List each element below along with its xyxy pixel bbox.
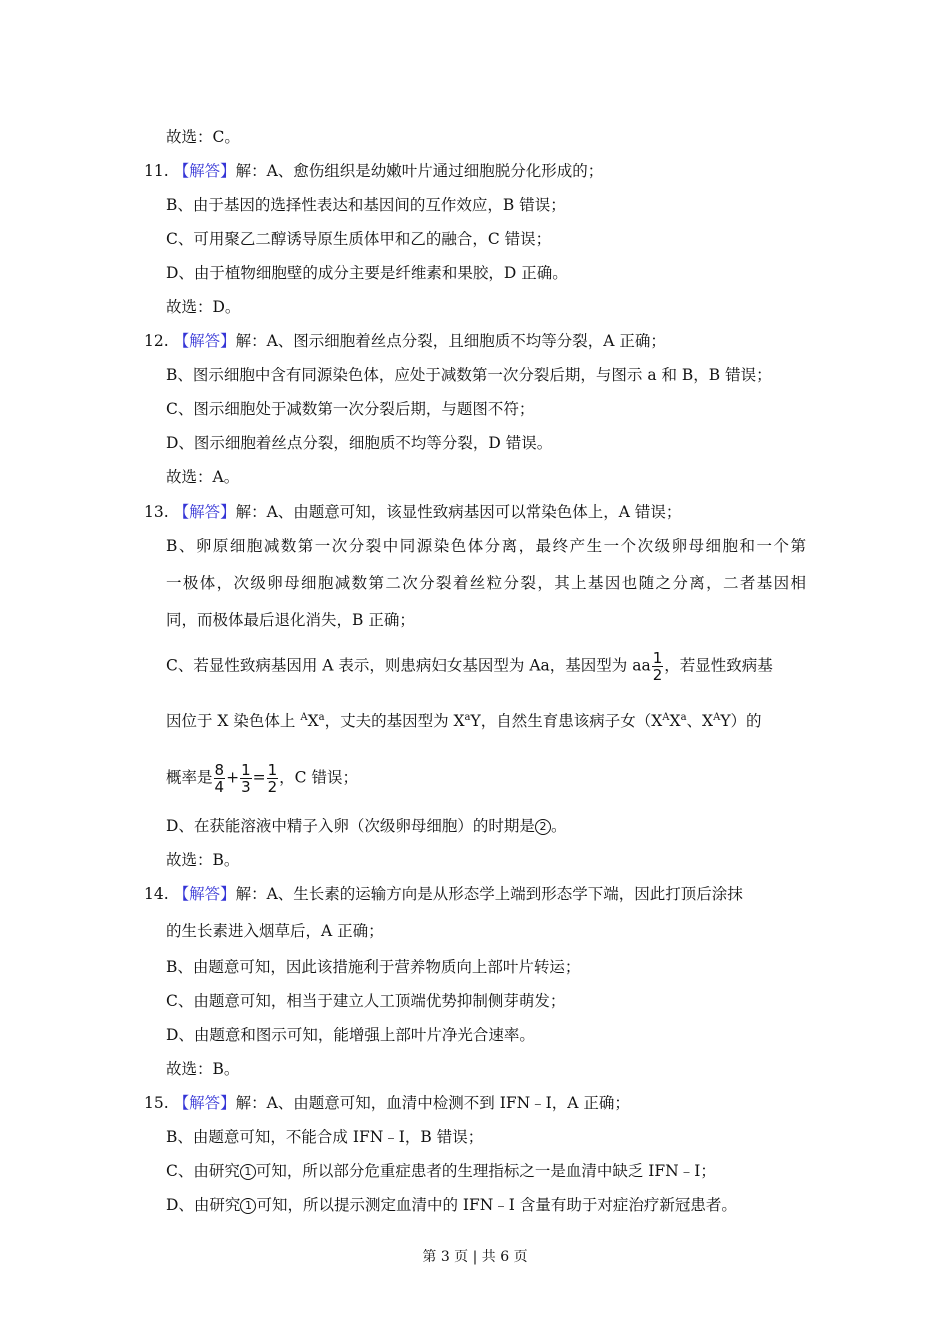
q14-answer-tag: 【解答】 [173, 885, 236, 903]
q14-number: 14. [144, 885, 169, 903]
q11-option-b: B、由于基因的选择性表达和基因间的互作效应，B 错误； [166, 196, 566, 214]
fraction-denominator: 3 [241, 778, 251, 796]
q15-option-b: B、由题意可知，不能合成 IFN﹣Ⅰ，B 错误； [166, 1128, 484, 1146]
q11-answer-tag: 【解答】 [173, 162, 236, 180]
q12-option-d: D、图示细胞着丝点分裂，细胞质不均等分裂，D 错误。 [166, 434, 553, 452]
fraction-numerator: 1 [267, 761, 278, 779]
page-footer: 第 3 页 | 共 6 页 [422, 1249, 528, 1265]
q12-option-c: C、图示细胞处于减数第一次分裂后期，与题图不符； [166, 400, 535, 418]
q13-number: 13. [144, 503, 169, 521]
q13-option-a: 解：A、由题意可知，该显性致病基因可以常染色体上，A 错误； [235, 503, 682, 521]
q13-option-c-line3 [166, 762, 358, 795]
q13-option-b-line1: B、卵原细胞减数第一次分裂中同源染色体分离，最终产生一个次级卵母细胞和一个第 [166, 537, 806, 555]
superscript: A [713, 712, 721, 723]
q12-number: 12. [144, 332, 169, 350]
q13-option-c-line2 [166, 707, 762, 732]
text: 可知，所以部分危重症患者的生理指标之一是血清中缺乏 IFN﹣Ⅰ； [255, 1162, 716, 1180]
q14-option-a-line2: 的生长素进入烟草后，A 正确； [166, 922, 384, 940]
equals-sign: = [252, 768, 266, 787]
text: X [669, 712, 681, 730]
q15-answer-line [144, 1092, 630, 1114]
q11-option-d: D、由于植物细胞壁的成分主要是纤维素和果胶，D 正确。 [166, 264, 568, 282]
q11-conclusion: 故选：D。 [166, 298, 241, 316]
q15-number: 15. [144, 1094, 169, 1112]
superscript: a [464, 712, 471, 723]
q15-option-c [166, 1160, 716, 1182]
q12-conclusion: 故选：A。 [166, 468, 240, 486]
fraction [214, 762, 226, 795]
text: Y）的 [720, 712, 762, 730]
text: ，C 错误； [279, 768, 358, 787]
q14-answer-line [144, 883, 743, 905]
fraction-numerator: 1 [241, 761, 251, 779]
text: X [307, 712, 319, 730]
circled-number: 1 [240, 1198, 256, 1214]
text: 概率是 [166, 768, 213, 787]
q13-option-d [166, 815, 566, 837]
fraction-denominator: 2 [267, 778, 278, 796]
q12-option-a: 解：A、图示细胞着丝点分裂，且细胞质不均等分裂，A 正确； [235, 332, 666, 350]
q11-answer-line [144, 160, 603, 182]
circled-number: 2 [535, 819, 551, 835]
q13-conclusion: 故选：B。 [166, 851, 240, 869]
q13-c1-text-end: ，若显性致病基 [664, 656, 773, 675]
text: C、由研究 [166, 1162, 240, 1180]
text: ，丈夫的基因型为 X [324, 712, 465, 730]
q12-option-b: B、图示细胞中含有同源染色体，应处于减数第一次分裂后期，与图示 a 和 B，B 错误； [166, 366, 772, 384]
superscript: A [662, 712, 670, 723]
q11-number: 11. [144, 162, 169, 180]
q13-option-c-line1 [166, 650, 773, 683]
q14-option-a-line1: 解：A、生长素的运输方向是从形态学上端到形态学下端，因此打顶后涂抹 [235, 885, 743, 903]
fraction [267, 762, 279, 795]
superscript: a [680, 712, 687, 723]
fraction-numerator: 1 [652, 649, 663, 667]
q13-c1-text: C、若显性致病基因用 A 表示，则患病妇女基因型为 Aa，基因型为 aa [166, 656, 651, 675]
q14-option-c: C、由题意可知，相当于建立人工顶端优势抑制侧芽萌发； [166, 992, 566, 1010]
q10-conclusion: 故选：C。 [166, 128, 240, 146]
text: D、在获能溶液中精子入卵（次级卵母细胞）的时期是 [166, 817, 535, 835]
q13-option-b-line2: 一极体，次级卵母细胞减数第二次分裂着丝粒分裂，其上基因也随之分离，二者基因相 [166, 574, 806, 592]
text: 。 [550, 817, 567, 835]
q12-answer-tag: 【解答】 [173, 332, 236, 350]
q15-option-a: 解：A、由题意可知，血清中检测不到 IFN﹣Ⅰ，A 正确； [235, 1094, 630, 1112]
q12-answer-line [144, 330, 666, 352]
fraction-denominator: 4 [214, 778, 225, 796]
text: 可知，所以提示测定血清中的 IFN﹣Ⅰ 含量有助于对症治疗新冠患者。 [256, 1196, 737, 1214]
q15-answer-tag: 【解答】 [173, 1094, 236, 1112]
q14-option-b: B、由题意可知，因此该措施利于营养物质向上部叶片转运； [166, 958, 581, 976]
q13-c1-fraction [652, 650, 664, 683]
q11-option-c: C、可用聚乙二醇诱导原生质体甲和乙的融合，C 错误； [166, 230, 552, 248]
circled-number: 1 [240, 1164, 256, 1180]
fraction-denominator: 2 [652, 666, 663, 684]
text: D、由研究 [166, 1196, 241, 1214]
q11-option-a: 解：A、愈伤组织是幼嫩叶片通过细胞脱分化形成的； [235, 162, 604, 180]
fraction-numerator: 8 [214, 761, 225, 779]
q13-answer-line [144, 501, 681, 523]
text: Y，自然生育患该病子女（X [470, 712, 663, 730]
superscript: a [318, 712, 325, 723]
text: 因位于 X 染色体上 [166, 712, 301, 730]
q14-option-d: D、由题意和图示可知，能增强上部叶片净光合速率。 [166, 1026, 535, 1044]
fraction [240, 762, 252, 795]
q14-conclusion: 故选：B。 [166, 1060, 240, 1078]
q13-option-b-line3: 同，而极体最后退化消失，B 正确； [166, 611, 415, 629]
plus-sign: + [226, 768, 240, 787]
q15-option-d [166, 1194, 737, 1216]
superscript: A [300, 712, 308, 723]
q13-answer-tag: 【解答】 [173, 503, 236, 521]
text: 、X [686, 712, 714, 730]
